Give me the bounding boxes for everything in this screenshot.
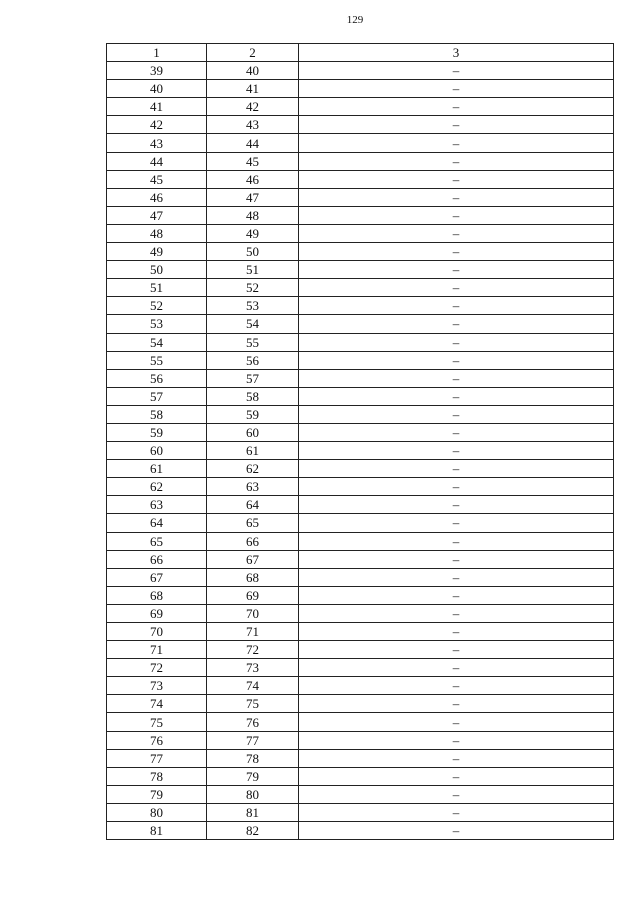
table-row bbox=[107, 767, 614, 785]
table-cell: 66 bbox=[207, 532, 299, 550]
page-number: 129 bbox=[346, 14, 364, 26]
table-row bbox=[107, 261, 614, 279]
table-cell: 70 bbox=[207, 604, 299, 622]
column-header-2: 2 bbox=[207, 44, 299, 62]
table-cell: 66 bbox=[107, 550, 207, 568]
table-cell: 75 bbox=[207, 695, 299, 713]
table-cell: 64 bbox=[207, 496, 299, 514]
table-cell: 63 bbox=[207, 478, 299, 496]
table-cell: 60 bbox=[107, 442, 207, 460]
table-row bbox=[107, 351, 614, 369]
table-cell: 49 bbox=[107, 243, 207, 261]
table-cell: 71 bbox=[107, 641, 207, 659]
table-row bbox=[107, 604, 614, 622]
table-cell: – bbox=[299, 297, 614, 315]
table-cell: – bbox=[299, 333, 614, 351]
table-row bbox=[107, 586, 614, 604]
table-cell: – bbox=[299, 677, 614, 695]
table-cell: – bbox=[299, 116, 614, 134]
table-cell: – bbox=[299, 496, 614, 514]
table-cell: 64 bbox=[107, 514, 207, 532]
table-cell: 43 bbox=[107, 134, 207, 152]
table-cell: 65 bbox=[107, 532, 207, 550]
table-cell: 45 bbox=[107, 170, 207, 188]
table-row bbox=[107, 641, 614, 659]
table-cell: 41 bbox=[207, 80, 299, 98]
table-cell: – bbox=[299, 623, 614, 641]
table-cell: 43 bbox=[207, 116, 299, 134]
table-cell: 80 bbox=[207, 785, 299, 803]
table-cell: 76 bbox=[207, 713, 299, 731]
table-cell: – bbox=[299, 731, 614, 749]
table-row bbox=[107, 677, 614, 695]
table-cell: 78 bbox=[207, 749, 299, 767]
table-cell: 71 bbox=[207, 623, 299, 641]
table-cell: 50 bbox=[107, 261, 207, 279]
table-cell: 79 bbox=[107, 785, 207, 803]
table-cell: 42 bbox=[107, 116, 207, 134]
table-row bbox=[107, 405, 614, 423]
table-cell: 82 bbox=[207, 822, 299, 840]
table-cell: 61 bbox=[107, 460, 207, 478]
table-cell: – bbox=[299, 713, 614, 731]
table-row bbox=[107, 170, 614, 188]
table-cell: 59 bbox=[107, 423, 207, 441]
table-cell: 53 bbox=[107, 315, 207, 333]
table-cell: 72 bbox=[107, 659, 207, 677]
table-cell: 51 bbox=[107, 279, 207, 297]
table-cell: 52 bbox=[107, 297, 207, 315]
table-cell: 81 bbox=[207, 803, 299, 821]
table-cell: – bbox=[299, 641, 614, 659]
table-cell: – bbox=[299, 315, 614, 333]
table-cell: 46 bbox=[207, 170, 299, 188]
table-row bbox=[107, 333, 614, 351]
table-cell: 78 bbox=[107, 767, 207, 785]
table-cell: 69 bbox=[207, 586, 299, 604]
table-row bbox=[107, 785, 614, 803]
table-row bbox=[107, 713, 614, 731]
table-row bbox=[107, 496, 614, 514]
table-cell: 51 bbox=[207, 261, 299, 279]
table-cell: – bbox=[299, 822, 614, 840]
table-cell: 46 bbox=[107, 188, 207, 206]
table-cell: 57 bbox=[207, 369, 299, 387]
table-cell: 60 bbox=[207, 423, 299, 441]
table-cell: 44 bbox=[107, 152, 207, 170]
table-cell: 50 bbox=[207, 243, 299, 261]
table-row bbox=[107, 224, 614, 242]
table-cell: 44 bbox=[207, 134, 299, 152]
table-cell: – bbox=[299, 532, 614, 550]
table-cell: 68 bbox=[207, 568, 299, 586]
table-cell: 39 bbox=[107, 62, 207, 80]
table-row bbox=[107, 532, 614, 550]
table-cell: – bbox=[299, 387, 614, 405]
table-cell: 40 bbox=[107, 80, 207, 98]
table-cell: – bbox=[299, 80, 614, 98]
data-table bbox=[106, 43, 614, 840]
table-cell: 47 bbox=[107, 206, 207, 224]
table-cell: 42 bbox=[207, 98, 299, 116]
table-cell: – bbox=[299, 351, 614, 369]
table-cell: 80 bbox=[107, 803, 207, 821]
table-body bbox=[107, 62, 614, 840]
table-row bbox=[107, 80, 614, 98]
table-cell: 54 bbox=[107, 333, 207, 351]
table-row bbox=[107, 387, 614, 405]
table-cell: 72 bbox=[207, 641, 299, 659]
table-cell: – bbox=[299, 98, 614, 116]
table-cell: 62 bbox=[107, 478, 207, 496]
table-row bbox=[107, 514, 614, 532]
table-cell: 75 bbox=[107, 713, 207, 731]
table-row bbox=[107, 243, 614, 261]
table-cell: 58 bbox=[107, 405, 207, 423]
table-cell: 74 bbox=[207, 677, 299, 695]
table-row bbox=[107, 315, 614, 333]
table-cell: – bbox=[299, 170, 614, 188]
table-cell: 73 bbox=[107, 677, 207, 695]
table-row bbox=[107, 134, 614, 152]
table-cell: 41 bbox=[107, 98, 207, 116]
table-cell: – bbox=[299, 749, 614, 767]
table-cell: 76 bbox=[107, 731, 207, 749]
table-cell: 55 bbox=[207, 333, 299, 351]
table-cell: 55 bbox=[107, 351, 207, 369]
table-cell: 48 bbox=[207, 206, 299, 224]
table-row bbox=[107, 822, 614, 840]
table-row bbox=[107, 98, 614, 116]
table-cell: 77 bbox=[207, 731, 299, 749]
table-row bbox=[107, 568, 614, 586]
table-cell: – bbox=[299, 188, 614, 206]
table-cell: 62 bbox=[207, 460, 299, 478]
table-cell: 73 bbox=[207, 659, 299, 677]
table-cell: – bbox=[299, 514, 614, 532]
table-cell: – bbox=[299, 586, 614, 604]
table-header-row bbox=[107, 44, 614, 62]
table-cell: – bbox=[299, 261, 614, 279]
column-header-1: 1 bbox=[107, 44, 207, 62]
table-cell: – bbox=[299, 460, 614, 478]
table-row bbox=[107, 116, 614, 134]
table-row bbox=[107, 478, 614, 496]
table-cell: – bbox=[299, 659, 614, 677]
table-cell: – bbox=[299, 568, 614, 586]
table-row bbox=[107, 460, 614, 478]
table-cell: – bbox=[299, 695, 614, 713]
table-cell: – bbox=[299, 224, 614, 242]
table-cell: 45 bbox=[207, 152, 299, 170]
table-cell: 54 bbox=[207, 315, 299, 333]
table-cell: 49 bbox=[207, 224, 299, 242]
table-cell: 58 bbox=[207, 387, 299, 405]
table-cell: 63 bbox=[107, 496, 207, 514]
table-cell: 67 bbox=[207, 550, 299, 568]
table-cell: – bbox=[299, 369, 614, 387]
table-cell: – bbox=[299, 152, 614, 170]
column-header-3: 3 bbox=[299, 44, 614, 62]
table-row bbox=[107, 188, 614, 206]
table-cell: 70 bbox=[107, 623, 207, 641]
table-cell: 77 bbox=[107, 749, 207, 767]
table-cell: – bbox=[299, 442, 614, 460]
table-row bbox=[107, 550, 614, 568]
table-cell: 47 bbox=[207, 188, 299, 206]
table-cell: 59 bbox=[207, 405, 299, 423]
table-cell: 69 bbox=[107, 604, 207, 622]
table-cell: 56 bbox=[107, 369, 207, 387]
table-cell: 79 bbox=[207, 767, 299, 785]
table-row bbox=[107, 803, 614, 821]
table-cell: – bbox=[299, 206, 614, 224]
table-cell: – bbox=[299, 423, 614, 441]
table-row bbox=[107, 62, 614, 80]
table-cell: – bbox=[299, 550, 614, 568]
table-cell: – bbox=[299, 62, 614, 80]
table-row bbox=[107, 369, 614, 387]
table-cell: 48 bbox=[107, 224, 207, 242]
table-cell: – bbox=[299, 134, 614, 152]
table-cell: 67 bbox=[107, 568, 207, 586]
table-cell: – bbox=[299, 279, 614, 297]
table-cell: 56 bbox=[207, 351, 299, 369]
table-cell: – bbox=[299, 405, 614, 423]
table-cell: – bbox=[299, 478, 614, 496]
table-row bbox=[107, 623, 614, 641]
table-cell: 53 bbox=[207, 297, 299, 315]
table-row bbox=[107, 695, 614, 713]
table-cell: 65 bbox=[207, 514, 299, 532]
table-cell: 57 bbox=[107, 387, 207, 405]
table-cell: 52 bbox=[207, 279, 299, 297]
table-cell: 61 bbox=[207, 442, 299, 460]
table-cell: 68 bbox=[107, 586, 207, 604]
table-cell: – bbox=[299, 767, 614, 785]
table-cell: 40 bbox=[207, 62, 299, 80]
table-row bbox=[107, 279, 614, 297]
table-cell: – bbox=[299, 803, 614, 821]
table-cell: 74 bbox=[107, 695, 207, 713]
table-cell: 81 bbox=[107, 822, 207, 840]
table-row bbox=[107, 659, 614, 677]
table-cell: – bbox=[299, 785, 614, 803]
table-row bbox=[107, 423, 614, 441]
table-row bbox=[107, 297, 614, 315]
table-row bbox=[107, 442, 614, 460]
table-cell: – bbox=[299, 604, 614, 622]
table-row bbox=[107, 152, 614, 170]
table-row bbox=[107, 206, 614, 224]
table-cell: – bbox=[299, 243, 614, 261]
table-row bbox=[107, 731, 614, 749]
table-row bbox=[107, 749, 614, 767]
